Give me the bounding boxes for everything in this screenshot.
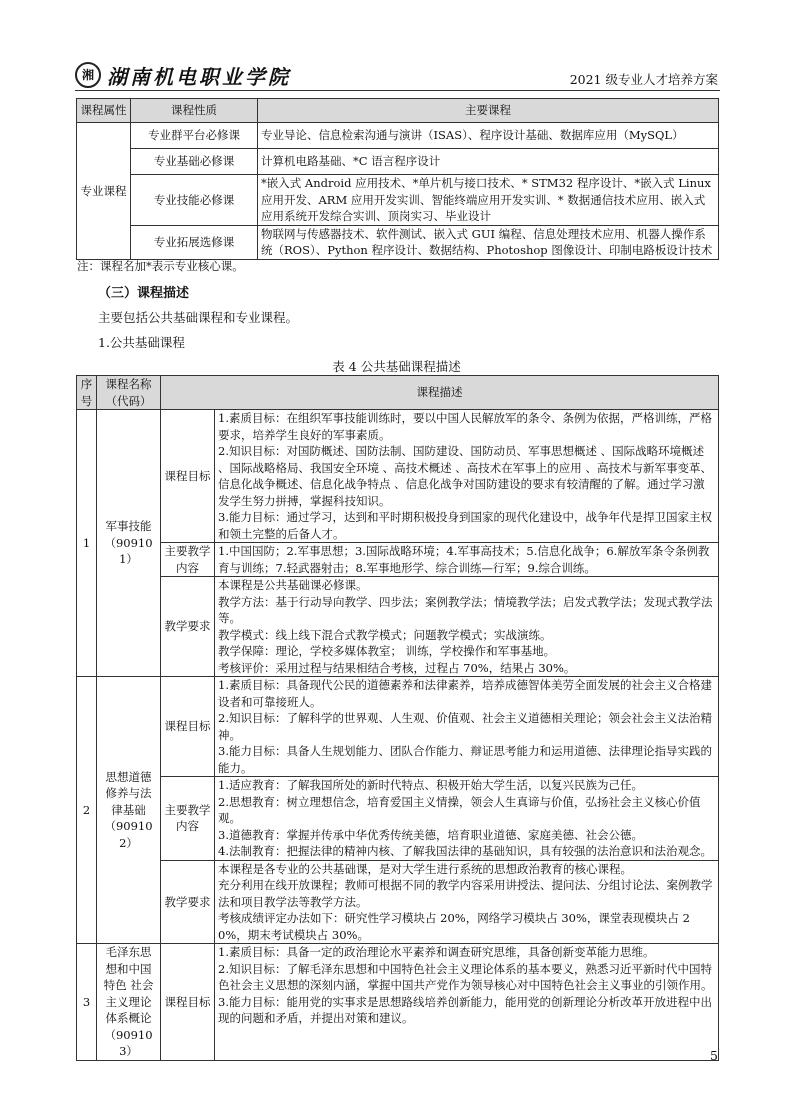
- attribute-cell: 专业课程: [77, 123, 131, 260]
- course-goal: 3.能力目标：能用党的实事求是思想路线培养创新能力，能用党的创新理论分析改革开放进程中出现的问题和矛盾，并提出对策和建议。: [218, 994, 712, 1025]
- intro-paragraph: 主要包括公共基础课程和专业课程。: [98, 310, 299, 325]
- course-goal-cell: [215, 410, 719, 543]
- course-content: 1.适应教育：了解我国所处的新时代特点、积极开始大学生活，以复兴民族为己任。: [218, 778, 643, 792]
- section-title: （三）课程描述: [98, 286, 190, 301]
- courses-cell: *嵌入式 Android 应用技术、*单片机与接口技术、* STM32 程序设计、*嵌入式 Linux 应用开发、ARM 应用开发实训、智能终端应用开发实训、* 数据通信技术应用、嵌入式应用系统开发综合实训、顶岗实习、毕业设计: [258, 175, 719, 226]
- courses-cell: 专业导论、信息检索沟通与演讲（ISAS）、程序设计基础、数据库应用（MySQL）: [258, 123, 719, 149]
- page-header: [75, 60, 720, 91]
- course-goal: 3.能力目标：通过学习，达到和平时期积极投身到国家的现代化建设中，战争年代是捍卫国家主权和领土完整的后备人才。: [218, 510, 712, 541]
- section-label: 课程目标: [161, 944, 215, 1061]
- course-content: 1.中国国防；2.军事思想；3.国际战略环境；4.军事高技术；5.信息化战争；6.解放军条令条例教育与训练；7.轻武器射击；8.军事地形学、综合训练—行军；9.综合训练。: [218, 544, 710, 575]
- header-attribute: 课程属性: [77, 99, 131, 123]
- course-goal-cell: [215, 944, 719, 1061]
- course-requirement: 考核成绩评定办法如下：研究性学习模块占 20%，网络学习模块占 30%，课堂表现模块占 20%，期末考试模块占 30%。: [218, 911, 690, 942]
- course-description-table: [76, 375, 719, 1061]
- course-goal-cell: [215, 677, 719, 777]
- course-name-cell: [97, 410, 161, 677]
- subsection-title: 1.公共基础课程: [98, 335, 185, 350]
- course-number: 3: [77, 944, 97, 1061]
- course-name: 思想道德修养与法律基础: [105, 769, 152, 817]
- course-name: 毛泽东思想和中国特色 社会主义理论体系概论: [103, 945, 154, 1025]
- course-goal: 2.知识目标：了解科学的世界观、人生观、价值观、社会主义道德相关理论；领会社会主义法治精神。: [218, 711, 712, 742]
- section-label: 教学要求: [161, 577, 215, 677]
- course-content: 3.道德教育：掌握并传承中华优秀传统美德，培育职业道德、家庭美德、社会公德。: [218, 827, 643, 842]
- nature-cell: 专业群平台必修课: [131, 123, 258, 149]
- section-label: 主要教学内容: [161, 777, 215, 861]
- nature-cell: 专业技能必修课: [131, 175, 258, 226]
- course-requirement: 教学方法：基于行动导向教学、四步法；案例教学法；情境教学法；启发式教学法；发现式教学法等。: [218, 594, 713, 625]
- section-label: 课程目标: [161, 677, 215, 777]
- course-code: （909102）: [104, 819, 153, 850]
- course-name-cell: [97, 944, 161, 1061]
- course-code: （909101）: [104, 535, 153, 567]
- core-course-note: 注：课程名加*表示专业核心课。: [77, 259, 244, 273]
- course-name-cell: [97, 677, 161, 944]
- header-name: 课程名称（代码）: [97, 376, 161, 410]
- course-requirement: 教学保障：理论，学校多媒体教室； 训练，学校操作和军事基地。: [218, 644, 556, 658]
- course-goal: 2.知识目标：了解毛泽东思想和中国特色社会主义理论体系的基本要义，熟悉习近平新时代中国特色社会主义思想的深刻内涵，掌握中国共产党作为领导核心对中国特色社会主义事业的引领作用。: [218, 961, 713, 992]
- course-number: 1: [77, 410, 97, 677]
- course-number: 2: [77, 677, 97, 944]
- course-requirement: 考核评价：采用过程与结果相结合考核，过程占 70%，结果占 30%。: [218, 660, 576, 675]
- nature-cell: 专业拓展选修课: [131, 225, 258, 259]
- course-code: （909103）: [104, 1027, 153, 1058]
- course-content: 4.法制教育：把握法律的精神内核、了解我国法律的基础知识，具有较强的法治意识和法治观念。: [218, 844, 712, 858]
- course-requirement-cell: [215, 577, 719, 677]
- course-requirement: 本课程是公共基础课必修课。: [218, 578, 368, 592]
- school-name: 湖南机电职业学院: [107, 65, 291, 89]
- table-caption: 表 4 公共基础课程描述: [332, 359, 461, 374]
- courses-cell: 计算机电路基础、*C 语言程序设计: [258, 149, 719, 175]
- section-label: 课程目标: [161, 410, 215, 543]
- plan-title: 2021 级专业人才培养方案: [569, 72, 718, 87]
- header-courses: 主要课程: [258, 99, 719, 123]
- header-no: 序号: [77, 376, 97, 410]
- course-requirement: 本课程是各专业的公共基础课，是对大学生进行系统的思想政治教育的核心课程。: [218, 861, 632, 876]
- course-requirement: 充分利用在线开放课程；教师可根据不同的教学内容采用讲授法、提问法、分组讨论法、案例教学法和项目教学法等教学方法。: [218, 878, 713, 909]
- header-desc: 课程描述: [161, 376, 719, 410]
- course-structure-table: [76, 98, 719, 260]
- course-goal: 1.素质目标：具备现代公民的道德素养和法律素养，培养成德智体美劳全面发展的社会主义合格建设者和可靠接班人。: [218, 678, 712, 709]
- section-label: 教学要求: [161, 860, 215, 944]
- course-goal: 1.素质目标：在组织军事技能训练时，要以中国人民解放军的条令、条例为依据，严格训练，严格要求，培养学生良好的军事素质。: [218, 411, 712, 442]
- course-goal: 1.素质目标：具备一定的政治理论水平素养和调查研究思维，具备创新变革能力思维。: [218, 945, 655, 959]
- courses-cell: 物联网与传感器技术、软件测试、嵌入式 GUI 编程、信息处理技术应用、机器人操作系统（ROS）、Python 程序设计、数据结构、Photoshop 图像设计、印制电路板设计技术: [258, 225, 719, 259]
- page-number: 5: [710, 1048, 718, 1063]
- course-requirement: 教学模式：线上线下混合式教学模式；问题教学模式；实战演练。: [218, 627, 552, 642]
- header-nature: 课程性质: [131, 99, 258, 123]
- course-name: 军事技能: [105, 519, 152, 534]
- nature-cell: 专业基础必修课: [131, 149, 258, 175]
- course-content: 2.思想教育：树立理想信念，培育爱国主义情操，领会人生真谛与价值，弘扬社会主义核心价值观。: [218, 794, 701, 825]
- course-goal: 2.知识目标：对国防概述、国防法制、国防建设、国防动员、军事思想概述 、国际战略环境概述 、国际战略格局、我国安全环境 、高技术概述 、高技术在军事上的应用 、高技术与新军事变革、信息化战争概述、信息化战争特点 、信息化战争对国防建设的要求有较清醒的了解。通过学习激发学生努力拼搏，掌握科技知识。: [218, 444, 712, 508]
- section-label: 主要教学内容: [161, 543, 215, 577]
- course-requirement-cell: [215, 860, 719, 944]
- course-content-cell: [215, 543, 719, 577]
- school-logo: 湘: [75, 62, 101, 88]
- course-content-cell: [215, 777, 719, 861]
- course-goal: 3.能力目标：具备人生规划能力、团队合作能力、辩证思考能力和运用道德、法律理论指导实践的能力。: [218, 744, 712, 775]
